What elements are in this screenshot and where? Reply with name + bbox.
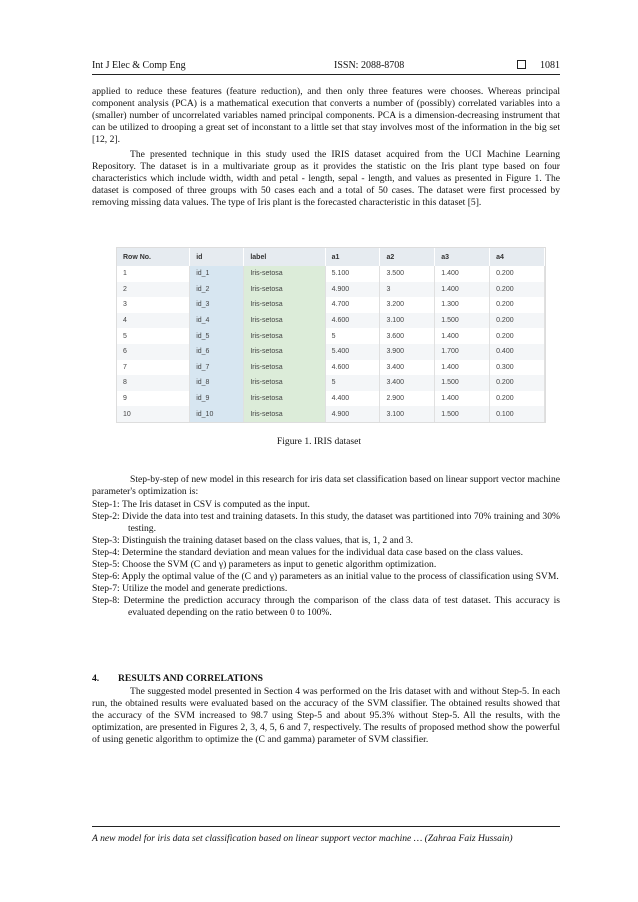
figure-iris-table [116, 247, 546, 423]
table-cell: Iris-setosa [244, 297, 325, 313]
table-cell: Iris-setosa [244, 406, 325, 422]
table-cell: id_9 [190, 391, 244, 407]
table-cell: id_3 [190, 297, 244, 313]
column-header: a2 [380, 248, 435, 266]
table-cell: id_5 [190, 328, 244, 344]
table-cell: Iris-setosa [244, 313, 325, 329]
paragraph-steps-intro: Step-by-step of new model in this research for iris data set classification based on linear support vector machine parameter's optimization is: [92, 474, 560, 497]
table-cell: id_6 [190, 344, 244, 360]
table-row [117, 282, 545, 298]
table-cell: 9 [117, 391, 190, 407]
table-cell: 7 [117, 360, 190, 376]
table-row [117, 391, 545, 407]
table-cell: id_2 [190, 282, 244, 298]
table-cell: Iris-setosa [244, 391, 325, 407]
paragraph-dataset: The presented technique in this study used the IRIS dataset acquired from the UCI Machine Learning Repository. The dataset is in a multivariate group as it provides the statistic on the Iris plant type based on four characteristics which include width, width and petal - length, sepal - length, and values as presented in Figure 1. The dataset is composed of three groups with 50 cases each and a total of 50 cases. The dataset were first processed by removing missing data values. The type of Iris plant is the forecasted characteristic in this dataset [5]. [92, 149, 560, 208]
table-cell: id_7 [190, 360, 244, 376]
table-cell: 5 [325, 328, 380, 344]
table-cell: 5 [117, 328, 190, 344]
running-header [92, 56, 560, 75]
table-header-row [117, 248, 545, 266]
table-cell: 0.200 [490, 375, 545, 391]
table-cell: 0.200 [490, 391, 545, 407]
table-cell: 4 [117, 313, 190, 329]
table-row [117, 313, 545, 329]
issn: ISSN: 2088-8708 [334, 60, 405, 71]
table-row [117, 328, 545, 344]
table-row [117, 344, 545, 360]
table-cell: 5 [325, 375, 380, 391]
table-cell: 1.700 [435, 344, 490, 360]
table-cell: 0.200 [490, 282, 545, 298]
table-cell: 3.200 [380, 297, 435, 313]
table-cell: 0.200 [490, 328, 545, 344]
table-cell: 4.700 [325, 297, 380, 313]
step-item: Step-4: Determine the standard deviation and mean values for the individual data case based on the class values. [92, 547, 524, 558]
step-item: Step-5: Choose the SVM (C and γ) parameters as input to genetic algorithm optimization. [92, 559, 437, 570]
table-cell: 2 [117, 282, 190, 298]
step-item: Step-7: Utilize the model and generate predictions. [92, 583, 288, 594]
page-number: 1081 [540, 60, 560, 71]
table-cell: 0.200 [490, 313, 545, 329]
table-cell: 4.600 [325, 313, 380, 329]
table-cell: 0.100 [490, 406, 545, 422]
table-cell: Iris-setosa [244, 328, 325, 344]
table-row [117, 375, 545, 391]
table-cell: id_10 [190, 406, 244, 422]
figure-caption: Figure 1. IRIS dataset [276, 436, 362, 447]
table-cell: 5.400 [325, 344, 380, 360]
table-cell: 3.100 [380, 313, 435, 329]
table-cell: 3.500 [380, 266, 435, 282]
column-header: Row No. [117, 248, 190, 266]
table-cell: id_8 [190, 375, 244, 391]
table-cell: 6 [117, 344, 190, 360]
step-item: Step-2: Divide the data into test and training datasets. In this study, the dataset was partitioned into 70% training and 30% testing. [92, 511, 560, 534]
table-cell: 3.400 [380, 375, 435, 391]
table-cell: 1.400 [435, 266, 490, 282]
section-number: 4. [92, 673, 100, 684]
table-cell: 5.100 [325, 266, 380, 282]
table-cell: 1.400 [435, 391, 490, 407]
table-row [117, 297, 545, 313]
table-cell: 1.300 [435, 297, 490, 313]
table-cell: 4.900 [325, 406, 380, 422]
step-item: Step-3: Distinguish the training dataset based on the class values, that is, 1, 2 and 3. [92, 535, 414, 546]
paragraph-results: The suggested model presented in Section 4 was performed on the Iris dataset with and without Step-5. In each run, the obtained results were evaluated based on the accuracy of the SVM classifier. The obtained results showed that the accuracy of the SVM increased to 98.7 using Step-5 and about 95.3% without Step-5. All the results, with the optimization, are presented in Figures 2, 3, 4, 5, 6 and 7, respectively. The results of proposed method show the powerful of using genetic algorithm to optimize the (C and gamma) parameter of SVM classifier. [92, 686, 560, 745]
table-cell: 1 [117, 266, 190, 282]
running-footer: A new model for iris data set classification based on linear support vector machine … (Zahraa Faiz Hussain) [92, 826, 560, 844]
table-cell: Iris-setosa [244, 344, 325, 360]
step-item: Step-1: The Iris dataset in CSV is computed as the input. [92, 499, 310, 510]
table-cell: 1.500 [435, 375, 490, 391]
table-cell: 2.900 [380, 391, 435, 407]
paragraph-pca: applied to reduce these features (feature reduction), and then only three features were chooses. Whereas principal component analysis (PCA) is a mathematical execution that converts a number of (possibly) correlated variables into a (smaller) number of uncorrelated variables named principal components. PCA is a dimension-decreasing instrument that can be utilized to drooping a great set of inconstant to a little set that stay involves most of the information in the big set [12, 2]. [92, 86, 560, 145]
table-cell: Iris-setosa [244, 360, 325, 376]
journal-name: Int J Elec & Comp Eng [92, 60, 186, 71]
step-item: Step-8: Determine the prediction accuracy through the comparison of the class data of test dataset. This accuracy is evaluated depending on the ratio between 0 to 100%. [92, 595, 560, 618]
table-body [117, 266, 545, 422]
table-cell: id_4 [190, 313, 244, 329]
column-header: a1 [325, 248, 380, 266]
table-row [117, 266, 545, 282]
table-cell: 1.400 [435, 360, 490, 376]
column-header: id [190, 248, 244, 266]
table-cell: 0.300 [490, 360, 545, 376]
table-cell: 3.900 [380, 344, 435, 360]
table-cell: Iris-setosa [244, 375, 325, 391]
column-header: a4 [490, 248, 545, 266]
table-cell: 3.400 [380, 360, 435, 376]
table-cell: 1.500 [435, 406, 490, 422]
table-cell: 0.200 [490, 266, 545, 282]
table-cell: Iris-setosa [244, 266, 325, 282]
column-header: a3 [435, 248, 490, 266]
table-cell: 1.400 [435, 328, 490, 344]
table-cell: 1.400 [435, 282, 490, 298]
section-title: RESULTS AND CORRELATIONS [118, 673, 264, 684]
table-cell: 3 [117, 297, 190, 313]
table-cell: 0.400 [490, 344, 545, 360]
page-number-group [517, 60, 560, 71]
table-cell: 4.900 [325, 282, 380, 298]
table-row [117, 360, 545, 376]
step-item: Step-6: Apply the optimal value of the (C and γ) parameters as an initial value to the process of classification using SVM. [92, 571, 559, 582]
checkbox-icon [517, 60, 526, 69]
section-heading [92, 673, 263, 684]
table-cell: id_1 [190, 266, 244, 282]
table-cell: 3.600 [380, 328, 435, 344]
table-cell: 1.500 [435, 313, 490, 329]
table-cell: 8 [117, 375, 190, 391]
steps-list [92, 499, 560, 619]
iris-table [117, 248, 545, 422]
table-cell: Iris-setosa [244, 282, 325, 298]
table-cell: 0.200 [490, 297, 545, 313]
table-cell: 3 [380, 282, 435, 298]
table-row [117, 406, 545, 422]
table-cell: 4.600 [325, 360, 380, 376]
column-header: label [244, 248, 325, 266]
table-cell: 4.400 [325, 391, 380, 407]
table-cell: 3.100 [380, 406, 435, 422]
table-cell: 10 [117, 406, 190, 422]
